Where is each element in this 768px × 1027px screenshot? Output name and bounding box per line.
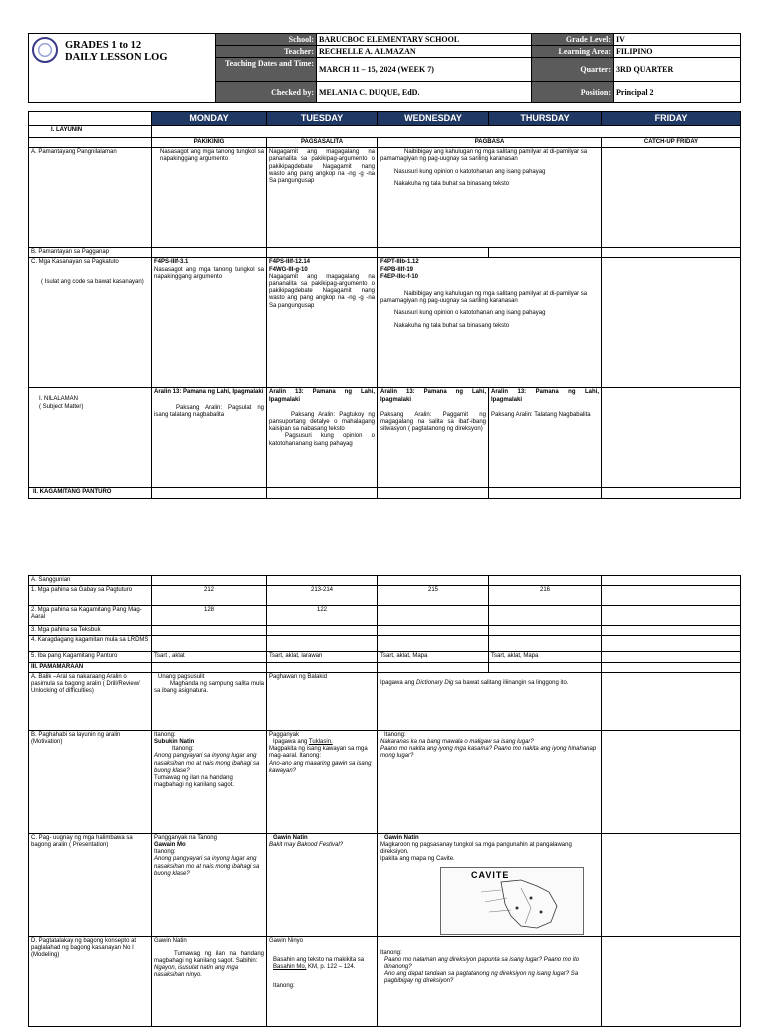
n-tue-text-2: Pagsusuri kung opinion o katotohananang isang pahayag — [269, 433, 375, 447]
pb-tuesday — [267, 730, 378, 833]
subhead-blank — [29, 138, 152, 148]
n-mon-aralin: Aralin 13: Pamana ng Lahi, Ipagmalaki — [154, 389, 264, 396]
r4-wed — [378, 636, 489, 652]
row-label-pamantayan-sa-pagganap: B. Pamantayan sa Pagganap — [29, 248, 152, 258]
pa-wed-2: sa bawat salitang iliinangin sa linggong ito. — [453, 679, 569, 686]
k-wed — [378, 488, 489, 498]
r1-wed: 215 — [378, 586, 489, 606]
pc-tue-1: Gawin Natin — [273, 834, 308, 841]
pa-tuesday: Paghawan ng Balakid — [267, 672, 378, 730]
row-balik-aral: A. Balik –Aral sa nakaraang Aralin o pasimula sa bagong aralin ( Drill/Review/ Unlocking of difficulties) — [29, 672, 152, 730]
pc-mon-4: Anong pangyayari sa inyong lugar ang nasaksihan mo at nais mong ibahagi sa buong klase? — [154, 856, 260, 877]
pc-mon-2: Gawain Mo — [154, 842, 186, 849]
pb-monday — [152, 730, 267, 833]
b-fri — [602, 248, 741, 258]
map-title: CAVITE — [471, 869, 510, 880]
pd-mon-1: Gawin Natin — [154, 937, 187, 944]
pb-tue-1: Pagganyak — [269, 731, 300, 738]
a-wed-text-3: Nakakuha ng tala buhat sa binasang teksto — [394, 180, 510, 187]
row-iba-pang-kagamitan: 5. Iba pang Kagamitang Panturo — [29, 652, 152, 662]
c-tue-code-2: F4WG-III-g-10 — [269, 266, 308, 273]
row-presentation: C. Pag- uugnay ng mga halimbawa sa bagong aralin ( Presentation) — [29, 833, 152, 936]
pb-tue-tuklasin: Tuklasin. — [308, 739, 333, 746]
a-wed-text-2: Nasusuri kung opinion o katotohanan ang isang pahayag — [394, 168, 546, 175]
teacher-value: RECHELLE A. ALMAZAN — [317, 46, 532, 58]
map-outline — [441, 868, 581, 932]
pam-tue — [267, 662, 378, 672]
c-tuesday — [267, 258, 378, 388]
b-wed — [378, 248, 489, 258]
section-layunin: I. LAYUNIN — [29, 126, 152, 138]
r5-mon: Tsart , aklat — [152, 652, 267, 662]
sang-mon — [152, 576, 267, 586]
pc-tuesday — [267, 833, 378, 936]
n-thu-aralin: Aralin 13: Pamana ng Lahi, Ipagmalaki — [491, 389, 599, 403]
k-tue — [267, 488, 378, 498]
day-tuesday: TUESDAY — [267, 112, 378, 126]
lesson-table-materials-procedure — [28, 575, 741, 1027]
pd-mon-2: Tumawag ng ilan na handang magbahagi ng kanilang sagot. Sabihin: — [154, 950, 264, 965]
n-friday — [602, 388, 741, 488]
row-sanggunian: A. Sanggunian — [29, 576, 152, 586]
lesson-table-objectives — [28, 111, 741, 499]
r2-thu — [489, 606, 602, 626]
b-mon — [152, 248, 267, 258]
n-wednesday — [378, 388, 489, 488]
r5-fri — [602, 652, 741, 662]
c-mon-text: Nasasagot ang mga tanong tungkol sa napakinggang argumento — [154, 266, 264, 280]
grade-value: IV — [614, 34, 741, 46]
k-thu — [489, 488, 602, 498]
c-wed-code-1: F4PT-IIIb-1.12 — [380, 259, 419, 266]
grade-label: Grade Level: — [532, 34, 614, 46]
pd-tue-2: Basahin ang teksto na makikita sa — [273, 956, 365, 963]
quarter-label: Quarter: — [532, 58, 614, 82]
c-wed-code-2: F4PB-IIIf-19 — [380, 266, 414, 273]
pd-tue-1: Gawin Ninyo — [269, 937, 304, 944]
pc-friday — [602, 833, 741, 936]
subhead-pagbasa: PAGBASA — [378, 138, 602, 148]
r1-fri — [602, 586, 741, 606]
n-wed-text: Paksang Aralin: Paggamit ng magagalang na salita sa ibat'-ibang sitwasyon ( pagtatanong ng direksyon) — [380, 411, 486, 433]
r1-mon: 212 — [152, 586, 267, 606]
pd-tue-basahin-mo: Basahin Mo, — [273, 964, 307, 971]
pa-wednesday — [378, 672, 602, 730]
r5-wed: Tsart, aklat, Mapa — [378, 652, 489, 662]
pa-wed-dictionary-dig: Dictionary Dig — [416, 679, 454, 686]
pd-friday — [602, 936, 741, 1026]
pb-wed-3: Paano mo nakita ang iyong mga kasama? Paano mo nakita ang iyong hinahanap mong lugar? — [380, 746, 597, 760]
pa-friday — [602, 672, 741, 730]
pam-wed — [378, 662, 489, 672]
kasanayan-label: C. Mga Kasanayan sa Pagkatuto — [31, 259, 119, 266]
sang-fri — [602, 576, 741, 586]
a-tuesday: Nagagamit ang magagalang na pananalita sa pakikipag-argumento o pakikipagdebate Nagagamit nang wasto ang pang angkop na -ng -g -na Sa pangungusap — [267, 148, 378, 248]
row-motivation: B. Paghahabi sa layunin ng aralin (Motivation) — [29, 730, 152, 833]
pb-tue-4: Ano-ano ang maaaring gawin sa isang kawayan? — [269, 760, 372, 774]
row-label-pamantayang-pangnilalaman: A. Pamantayang Pangnilalaman — [29, 148, 152, 248]
row-label-kagamitang-panturo: II. KAGAMITANG PANTURO — [29, 488, 152, 498]
sang-thu — [489, 576, 602, 586]
r2-fri — [602, 606, 741, 626]
teacher-label: Teacher: — [216, 46, 317, 58]
pam-fri — [602, 662, 741, 672]
r2-mon: 128 — [152, 606, 267, 626]
r4-tue — [267, 636, 378, 652]
pb-mon-2: Subukin Natin — [154, 739, 195, 746]
c-wed-text-1: Naibibigay ang kahulugan ng mga salitang pamilyar at di-pamilyar sa pamamagiyan ng pag-uugnay sa sariling karanasan — [380, 291, 588, 305]
layunin-blank — [152, 126, 741, 138]
r1-thu: 216 — [489, 586, 602, 606]
row-label-kasanayan — [29, 258, 152, 388]
title-line-1: GRADES 1 to 12 — [65, 40, 142, 51]
subhead-pagsasalita: PAGSASALITA — [267, 138, 378, 148]
pd-tuesday — [267, 936, 378, 1026]
r1-tue: 213-214 — [267, 586, 378, 606]
n-tue-aralin: Aralin 13: Pamana ng Lahi, Ipagmalaki — [269, 389, 375, 403]
row-modeling: D. Pagtatalakay ng bagong konsepto at paglalahad ng bagong kasanayan No I (Modeling) — [29, 936, 152, 1026]
pam-thu — [489, 662, 602, 672]
r3-fri — [602, 626, 741, 636]
nilalaman-label: I. NILALAMAN — [39, 396, 79, 403]
k-fri — [602, 488, 741, 498]
school-value: BARUCBOC ELEMENTARY SCHOOL — [317, 34, 532, 46]
pa-mon-1: Unang pagsusulit — [158, 673, 205, 680]
pb-mon-1: Itanong: — [154, 731, 176, 738]
r4-fri — [602, 636, 741, 652]
r4-mon — [152, 636, 267, 652]
c-tue-text: Nagagamit ang magagalang na pananalita sa pakikipag-argumento o pakikipagdebate Nagagamit nang wasto ang pang angkop na -ng -g -na Sa pangungusap — [269, 273, 375, 309]
day-thursday: THURSDAY — [489, 112, 602, 126]
n-thursday — [489, 388, 602, 488]
pam-mon — [152, 662, 267, 672]
row-kagamitang-mag-aaral: 2. Mga pahina sa Kagamitang Pang Mag-Aaral — [29, 606, 152, 626]
form-title — [29, 34, 216, 103]
r2-tue: 122 — [267, 606, 378, 626]
pb-mon-3: Itanong: — [172, 746, 194, 753]
c-mon-code: F4PS-IIIf-3.1 — [154, 259, 189, 266]
quarter-value: 3RD QUARTER — [614, 58, 741, 82]
r3-thu — [489, 626, 602, 636]
pd-tue-3: KM, p. 122 – 124. — [306, 964, 356, 971]
sang-tue — [267, 576, 378, 586]
pb-mon-5: Tumawag ng ilan na handang magbahagi ng kanilang sagot. — [154, 775, 235, 789]
subhead-pakikinig: PAKIKINIG — [152, 138, 267, 148]
dates-value: MARCH 11 – 15, 2024 (WEEK 7) — [317, 58, 532, 82]
a-wed-text-1: Naibibigay ang kahulugan ng mga salitang pamilyar at di-pamilyar sa pamamagiyan ng pag-uugnay sa sariling karanasan — [380, 149, 588, 163]
section-pamamaraan: III. PAMAMARAAN — [29, 662, 152, 672]
pd-wed-1: Itanong: — [380, 949, 402, 956]
day-monday: MONDAY — [152, 112, 267, 126]
pb-wed-1: Itanong: — [384, 731, 406, 738]
n-mon-text: Paksang Aralin: Pagsulat ng isang talatang nagbabalita — [154, 404, 264, 418]
cavite-map-image — [440, 867, 584, 935]
n-monday — [152, 388, 267, 488]
pc-wed-2: Magkaroon ng pagsasanay tungkol sa mga pangunahin at pangalawang direksiyon. — [380, 842, 572, 856]
pb-tue-2: Ipagawa ang — [273, 739, 309, 746]
r2-wed — [378, 606, 489, 626]
r4-thu — [489, 636, 602, 652]
nilalaman-sub: ( Subject Matter) — [39, 403, 84, 410]
c-wed-code-3: F4EP-IIIc-f-10 — [380, 273, 419, 280]
row-label-nilalaman — [29, 388, 152, 488]
pc-wed-3: Ipakita ang mapa ng Cavite. — [380, 856, 455, 863]
c-friday — [602, 258, 741, 388]
pa-mon-2: Maghanda ng sampung salita mula sa ibang asignatura. — [154, 681, 264, 695]
n-wed-aralin: Aralin 13: Pamana ng Lahi, Ipagmalaki — [380, 389, 486, 403]
pb-mon-4: Anong pangyayari sa inyong lugar ang nasaksihan mo at nais mong ibahagi sa buong klase? — [154, 753, 260, 774]
kasanayan-note: ( Isulat ang code sa bawat kasanayan) — [41, 278, 144, 285]
pd-monday — [152, 936, 267, 1026]
pc-mon-3: Itanong: — [154, 849, 176, 856]
r3-mon — [152, 626, 267, 636]
r5-thu: Tsart, aklat, Mapa — [489, 652, 602, 662]
position-label: Position: — [532, 82, 614, 103]
dates-label: Teaching Dates and Time: — [216, 58, 317, 82]
checked-value: MELANIA C. DUQUE, EdD. — [317, 82, 532, 103]
n-tuesday — [267, 388, 378, 488]
pc-tue-2: Bakit may Bakood Festival? — [269, 842, 344, 849]
area-value: FILIPINO — [614, 46, 741, 58]
r3-wed — [378, 626, 489, 636]
corner-cell — [29, 112, 152, 126]
a-friday — [602, 148, 741, 248]
c-wed-text-2: Nasusuri kung opinion o katotohanan ang isang pahayag — [394, 310, 546, 317]
b-thu — [489, 248, 602, 258]
pa-monday — [152, 672, 267, 730]
b-tue — [267, 248, 378, 258]
pd-wed-3: Ano ang dapat tandaan sa pagtatanong ng direksiyon ng isang lugar? Sa pagbibigay ng direksiyon? — [384, 971, 579, 985]
pb-wednesday — [378, 730, 602, 833]
title-line-2: DAILY LESSON LOG — [65, 52, 168, 63]
pc-monday — [152, 833, 267, 936]
c-wednesday-thursday — [378, 258, 602, 388]
row-gabay-pagtuturo: 1. Mga pahina sa Gabay sa Pagtuturo — [29, 586, 152, 606]
pa-wed-1: Ipagawa ang — [380, 679, 417, 686]
area-label: Learning Area: — [532, 46, 614, 58]
n-thu-text: Paksang Aralin: Talatang Nagbabalita — [491, 411, 591, 418]
r3-tue — [267, 626, 378, 636]
position-value: Principal 2 — [614, 82, 741, 103]
c-tue-code-1: F4PS-IIIf-12.14 — [269, 259, 311, 266]
pc-wed-1: Gawin Natin — [384, 834, 419, 841]
day-friday: FRIDAY — [602, 112, 741, 126]
pd-wed-2: Paano mo nalaman ang direksiyon papunta sa isang lugar? Paano mo ito itinanong? — [384, 956, 580, 971]
c-wed-text-3: Nakakuha ng tala buhat sa binasang teksto — [394, 322, 510, 329]
c-monday — [152, 258, 267, 388]
day-wednesday: WEDNESDAY — [378, 112, 489, 126]
a-monday: Nasasagot ang mga tanong tungkol sa napakinggang argumento — [152, 148, 267, 248]
pb-tue-3: Magpakita ng isang kawayan sa mga mag-aaral. Itanong: — [269, 746, 368, 760]
row-teksbuk: 3. Mga pahina sa Teksbuk — [29, 626, 152, 636]
row-lrdms: 4. Karagdagang kagamitan mula sa LRDMS — [29, 636, 152, 652]
school-label: School: — [216, 34, 317, 46]
r5-tue: Tsart, aklat, larawan — [267, 652, 378, 662]
a-wednesday-thursday — [378, 148, 602, 248]
pd-mon-3: Ngayon, isusulat natin ang mga nasaksihan ninyo. — [154, 965, 239, 979]
k-mon — [152, 488, 267, 498]
pb-wed-2: Nakaranas ka na bang mawala o maligaw sa isang lugar? — [380, 739, 534, 746]
n-tue-text-1: Paksang Aralin: Pagtukoy ng pansuportang detalye o mahalagang kaisipan sa nabasang teksto — [269, 411, 375, 433]
header-table — [28, 33, 741, 103]
pb-friday — [602, 730, 741, 833]
pd-wednesday — [378, 936, 602, 1026]
subhead-catchup: CATCH-UP FRIDAY — [602, 138, 741, 148]
checked-label: Checked by: — [216, 82, 317, 103]
sang-wed — [378, 576, 489, 586]
pc-wednesday — [378, 833, 602, 936]
pd-tue-4: Itanong: — [273, 983, 295, 990]
pc-mon-1: Pangganyak na Tanong — [154, 834, 217, 841]
